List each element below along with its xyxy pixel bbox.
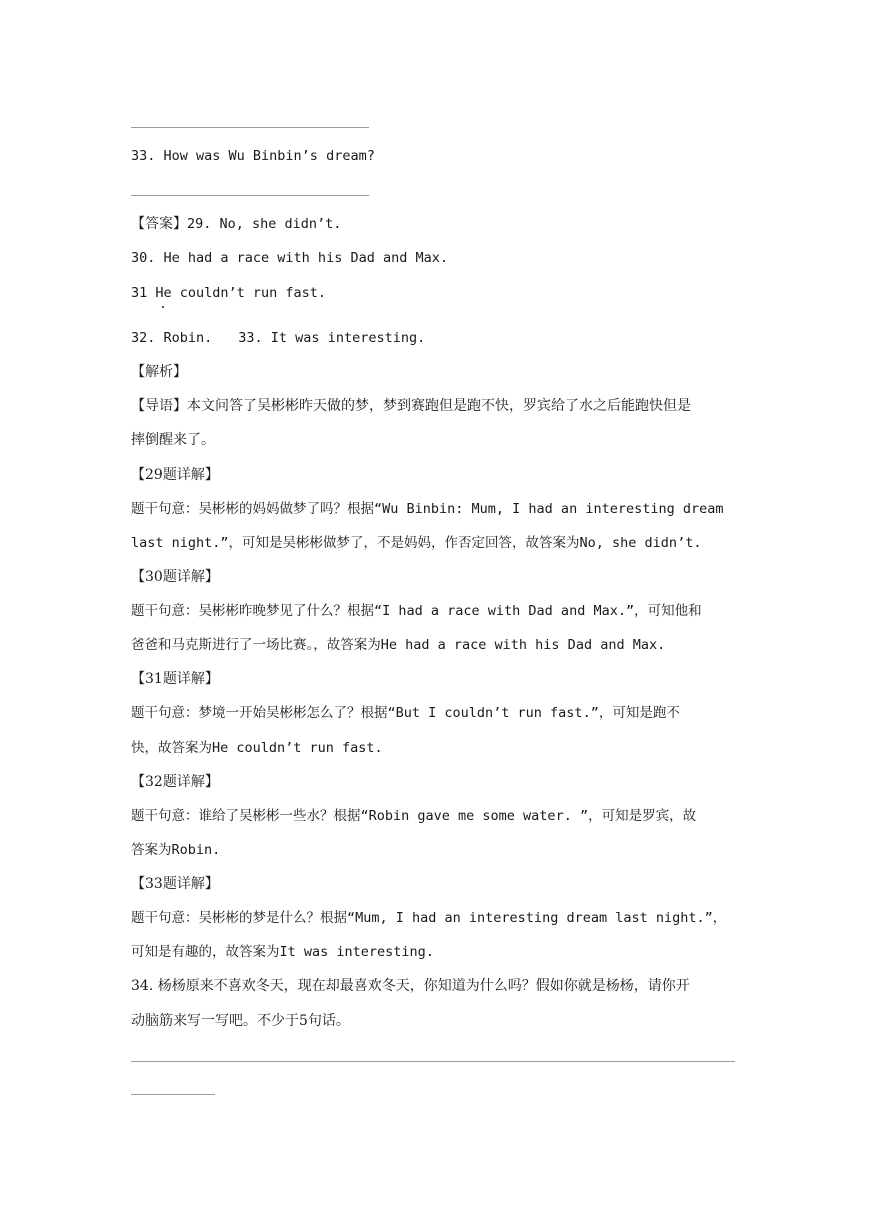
detail-33-line-2: 可知是有趣的，故答案为It was interesting.: [131, 944, 434, 960]
detail-31-heading: 【31题详解】: [131, 671, 219, 687]
intro-line-1: 【导语】本文问答了吴彬彬昨天做的梦，梦到赛跑但是跑不快，罗宾给了水之后能跑快但是: [131, 398, 691, 414]
answer-label: 【答案】: [131, 216, 187, 232]
question-34-line-2: 动脑筋来写一写吧。不少于5句话。: [131, 1013, 350, 1029]
detail-30-line-2: 爸爸和马克斯进行了一场比赛。，故答案为He had a race with his Dad and Max.: [131, 637, 666, 653]
answer-30: 30. He had a race with his Dad and Max.: [131, 250, 448, 266]
writing-line: [131, 1061, 735, 1062]
stray-dot: [162, 306, 164, 308]
detail-29-heading: 【29题详解】: [131, 467, 219, 483]
intro-line-2: 摔倒醒来了。: [131, 432, 215, 448]
detail-32-line-2: 答案为Robin.: [131, 842, 221, 858]
answer-29: 29. No, she didn’t.: [187, 216, 342, 232]
analysis-heading: 【解析】: [131, 364, 187, 380]
detail-32-heading: 【32题详解】: [131, 774, 219, 790]
detail-31-line-2: 快，故答案为He couldn’t run fast.: [131, 740, 383, 756]
question-33: 33. How was Wu Binbin’s dream?: [131, 148, 375, 164]
answer-line-29: [131, 214, 741, 234]
answer-blank-line: [131, 127, 369, 128]
answer-line-32-33: [131, 328, 741, 348]
detail-29-line-1: 题干句意：吴彬彬的妈妈做梦了吗？根据“Wu Binbin: Mum, I had an interesting dream: [131, 501, 724, 517]
answer-blank-line: [131, 195, 369, 196]
detail-32-line-1: 题干句意：谁给了吴彬彬一些水？根据“Robin gave me some water. ”，可知是罗宾，故: [131, 808, 697, 824]
answer-33: 33. It was interesting.: [238, 330, 426, 346]
detail-33-line-1: 题干句意：吴彬彬的梦是什么？根据“Mum, I had an interesting dream last night.”，: [131, 910, 727, 926]
detail-31-line-1: 题干句意：梦境一开始吴彬彬怎么了？根据“But I couldn’t run fast.”，可知是跑不: [131, 705, 680, 721]
detail-30-line-1: 题干句意：吴彬彬昨晚梦见了什么？根据“I had a race with Dad and Max.”，可知他和: [131, 603, 702, 619]
answer-31: 31 He couldn’t run fast.: [131, 285, 327, 301]
detail-30-heading: 【30题详解】: [131, 569, 219, 585]
question-34-line-1: 34. 杨杨原来不喜欢冬天，现在却最喜欢冬天，你知道为什么吗？假如你就是杨杨，请你开: [131, 978, 690, 994]
detail-29-line-2: last night.”，可知是吴彬彬做梦了，不是妈妈，作否定回答，故答案为No, she didn’t.: [131, 535, 702, 551]
answer-32: 32. Robin.: [131, 330, 213, 346]
detail-33-heading: 【33题详解】: [131, 876, 219, 892]
writing-line-short: [131, 1094, 215, 1095]
